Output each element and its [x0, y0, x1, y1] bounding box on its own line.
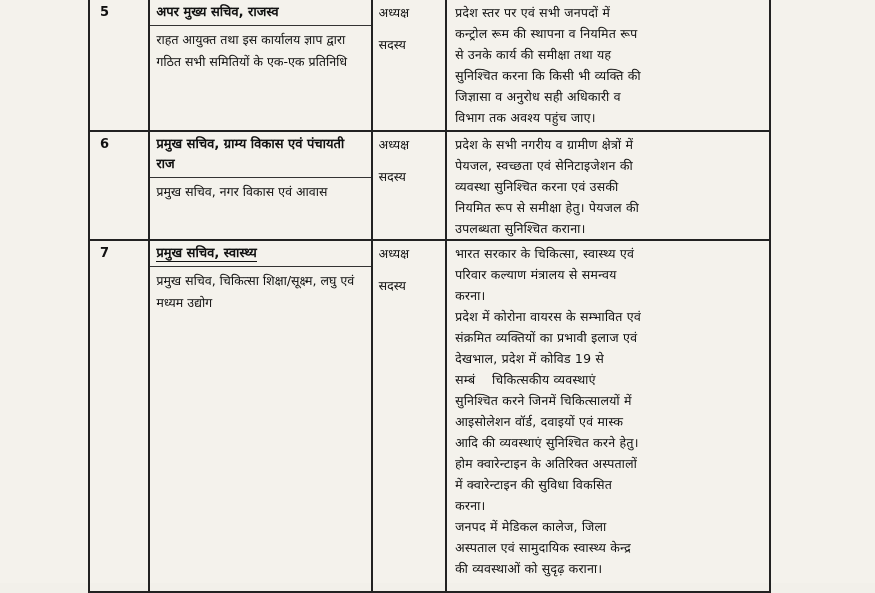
description-line: भारत सरकार के चिकित्सा, स्वास्थ्य एवं: [455, 246, 635, 261]
member-role: सदस्य: [378, 169, 406, 184]
description-line: सुनिश्चित करने जिनमें चिकित्सालयों में: [455, 393, 632, 408]
description-cell: [446, 0, 770, 131]
description-line: जनपद में मेडिकल कालेज, जिला: [455, 519, 607, 534]
description-line: उपलब्धता सुनिश्चित कराना।: [455, 221, 586, 236]
description-line: परिवार कल्याण मंत्रालय से समन्वय: [455, 267, 617, 282]
officer-cell: [149, 240, 371, 592]
description-line: प्रदेश में कोरोना वायरस के सम्भावित एवं: [455, 309, 641, 324]
description-line: जिज्ञासा व अनुरोध सही अधिकारी व: [455, 89, 621, 104]
committee-table: [88, 0, 771, 593]
description-line: करना।: [455, 288, 486, 303]
role-cell: [372, 131, 446, 240]
member-role: सदस्य: [378, 37, 406, 52]
chair-role: अध्यक्ष: [378, 246, 410, 261]
table-row: [89, 131, 770, 240]
chair-officer: अपर मुख्य सचिव, राजस्व: [150, 0, 370, 26]
description-line: नियमित रूप से समीक्षा हेतु। पेयजल की: [455, 200, 640, 215]
role-cell: [372, 0, 446, 131]
description-line: कन्ट्रोल रूम की स्थापना व नियमित रूप: [455, 26, 638, 41]
member-officer: राहत आयुक्त तथा इस कार्यालय ज्ञाप द्वारा गठित सभी समितियों के एक-एक प्रतिनिधि: [156, 32, 348, 69]
description-line: से उनके कार्य की समीक्षा तथा यह: [455, 47, 612, 62]
table-row: [89, 0, 770, 131]
description-line: अस्पताल एवं सामुदायिक स्वास्थ्य केन्द्र: [455, 540, 631, 555]
description-line: व्यवस्था सुनिश्चित करना एवं उसकी: [455, 179, 619, 194]
description-line: संक्रमित व्यक्तियों का प्रभावी इलाज एवं: [455, 330, 638, 345]
officer-cell: [149, 0, 371, 131]
description-cell: [446, 131, 770, 240]
description-line: होम क्वारेन्टाइन के अतिरिक्त अस्पतालों: [455, 456, 638, 471]
description-line: पेयजल, स्वच्छता एवं सेनिटाइजेशन की: [455, 158, 633, 173]
description-line: प्रदेश स्तर पर एवं सभी जनपदों में: [455, 5, 611, 20]
description-line: आदि की व्यवस्थाएं सुनिश्चित करने हेतु।: [455, 435, 639, 450]
member-officer: प्रमुख सचिव, नगर विकास एवं आवास: [156, 184, 328, 199]
description: [447, 241, 769, 579]
description-line: विभाग तक अवश्य पहुंच जाए।: [455, 110, 596, 125]
officer-cell: [149, 131, 371, 240]
serial-number: 6: [100, 137, 110, 152]
serial-cell: [89, 0, 149, 131]
description: [447, 0, 769, 128]
description-line: में क्वारेन्टाइन की सुविधा विकसित: [455, 477, 613, 492]
member-role: सदस्य: [378, 278, 406, 293]
serial-number: 7: [100, 246, 110, 261]
description-cell: [446, 240, 770, 592]
description-line: सम्बं चिकित्सकीय व्यवस्थाएं: [455, 372, 596, 387]
chair-officer: प्रमुख सचिव, ग्राम्य विकास एवं पंचायती राज: [150, 132, 370, 178]
description: [447, 132, 769, 239]
description-line: आइसोलेशन वॉर्ड, दवाइयों एवं मास्क: [455, 414, 624, 429]
role-cell: [372, 240, 446, 592]
chair-role: अध्यक्ष: [378, 5, 410, 20]
serial-number: 5: [100, 5, 110, 20]
table-row: [89, 240, 770, 592]
description-line: की व्यवस्थाओं को सुदृढ़ कराना।: [455, 561, 603, 576]
serial-cell: [89, 240, 149, 592]
description-line: करना।: [455, 498, 486, 513]
chair-officer-text: प्रमुख सचिव, स्वास्थ्य: [156, 246, 257, 261]
description-line: सुनिश्चित करना कि किसी भी व्यक्ति की: [455, 68, 641, 83]
member-officer: प्रमुख सचिव, चिकित्सा शिक्षा/सूक्ष्म, लघु एवं मध्यम उद्योग: [156, 273, 355, 310]
description-line: देखभाल, प्रदेश में कोविड 19 से: [455, 351, 605, 366]
chair-role: अध्यक्ष: [378, 137, 410, 152]
chair-officer: [150, 241, 370, 267]
description-line: प्रदेश के सभी नगरीय व ग्रामीण क्षेत्रों में: [455, 137, 634, 152]
serial-cell: [89, 131, 149, 240]
